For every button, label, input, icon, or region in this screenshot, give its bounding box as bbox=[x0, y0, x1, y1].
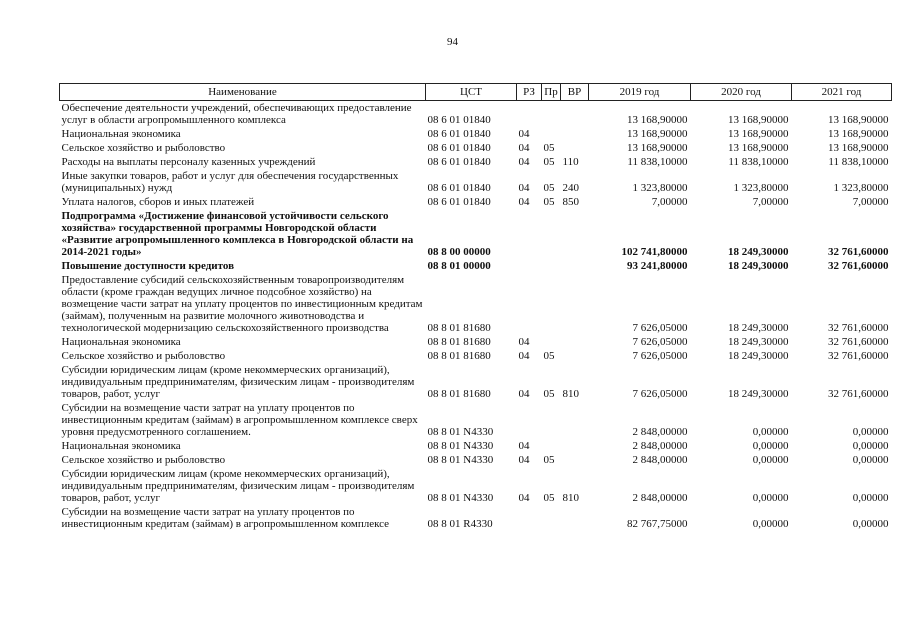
cell-vr bbox=[561, 335, 589, 349]
table-row bbox=[60, 349, 892, 363]
cell-name: Субсидии на возмещение части затрат на уплату процентов по инвестиционным кредитам (займам) в агропромышленном комплексе сверх уровня предусмотренного соглашением. bbox=[61, 402, 418, 438]
cell-2021: 0,00000 bbox=[852, 518, 889, 530]
cell-cst: 08 8 01 N4330 bbox=[427, 426, 494, 438]
cell-cst: 08 6 01 01840 bbox=[427, 114, 491, 126]
cell-2021: 11 838,10000 bbox=[828, 156, 889, 168]
table-row bbox=[60, 141, 892, 155]
cell-cst: 08 8 01 81680 bbox=[427, 388, 491, 400]
cell-cst: 08 8 01 81680 bbox=[427, 336, 491, 348]
header-cst: ЦСТ bbox=[426, 84, 517, 101]
cell-2020: 13 168,90000 bbox=[728, 128, 789, 140]
cell-pr bbox=[542, 127, 561, 141]
cell-pr: 05 bbox=[543, 454, 555, 466]
cell-pr: 05 bbox=[543, 492, 555, 504]
cell-2021: 0,00000 bbox=[852, 440, 889, 452]
cell-rz bbox=[517, 273, 542, 335]
cell-vr bbox=[561, 273, 589, 335]
cell-pr: 05 bbox=[543, 350, 555, 362]
cell-2020: 18 249,30000 bbox=[728, 260, 789, 272]
table-row bbox=[60, 169, 892, 195]
cell-pr: 05 bbox=[543, 388, 555, 400]
cell-2019: 7 626,05000 bbox=[632, 350, 688, 362]
cell-2019: 13 168,90000 bbox=[627, 114, 688, 126]
cell-rz bbox=[517, 209, 542, 259]
cell-2020: 0,00000 bbox=[752, 518, 789, 530]
table-row bbox=[60, 155, 892, 169]
table-row bbox=[60, 101, 892, 128]
cell-name: Субсидии юридическим лицам (кроме некоммерческих организаций), индивидуальным предпринимателям, физическим лицам - производителям товаров, работ, услуг bbox=[61, 364, 415, 400]
cell-2019: 2 848,00000 bbox=[632, 492, 688, 504]
cell-cst: 08 8 00 00000 bbox=[427, 246, 491, 258]
cell-vr: 240 bbox=[562, 182, 579, 194]
cell-2021: 13 168,90000 bbox=[828, 128, 889, 140]
table-row bbox=[60, 363, 892, 401]
cell-2021: 32 761,60000 bbox=[828, 260, 889, 272]
cell-rz: 04 bbox=[518, 350, 530, 362]
cell-cst: 08 8 01 N4330 bbox=[427, 440, 494, 452]
cell-cst: 08 6 01 01840 bbox=[427, 156, 491, 168]
table-header-row bbox=[60, 84, 892, 101]
cell-2019: 7 626,05000 bbox=[632, 336, 688, 348]
cell-cst: 08 6 01 01840 bbox=[427, 128, 491, 140]
budget-table bbox=[59, 83, 892, 531]
cell-name: Национальная экономика bbox=[61, 128, 181, 140]
cell-vr: 850 bbox=[562, 196, 579, 208]
cell-name: Субсидии на возмещение части затрат на уплату процентов по инвестиционным кредитам (займам) в агропромышленном комплексе bbox=[61, 506, 390, 530]
cell-2020: 0,00000 bbox=[752, 426, 789, 438]
cell-2019: 7 626,05000 bbox=[632, 388, 688, 400]
cell-2020: 18 249,30000 bbox=[728, 388, 789, 400]
cell-2019: 11 838,10000 bbox=[627, 156, 688, 168]
cell-2021: 0,00000 bbox=[852, 492, 889, 504]
cell-pr: 05 bbox=[543, 142, 555, 154]
cell-rz bbox=[517, 401, 542, 439]
cell-pr bbox=[542, 401, 561, 439]
cell-2019: 2 848,00000 bbox=[632, 440, 688, 452]
cell-2021: 0,00000 bbox=[852, 454, 889, 466]
table-row bbox=[60, 335, 892, 349]
cell-pr bbox=[542, 209, 561, 259]
cell-vr: 110 bbox=[562, 156, 579, 168]
cell-name: Иные закупки товаров, работ и услуг для обеспечения государственных (муниципальных) нужд bbox=[61, 170, 399, 194]
table-row bbox=[60, 505, 892, 531]
cell-cst: 08 8 01 81680 bbox=[427, 322, 491, 334]
cell-pr: 05 bbox=[543, 182, 555, 194]
table-row bbox=[60, 209, 892, 259]
cell-rz: 04 bbox=[518, 156, 530, 168]
cell-2019: 1 323,80000 bbox=[632, 182, 688, 194]
header-vr: ВР bbox=[561, 84, 589, 101]
cell-pr bbox=[542, 101, 561, 128]
cell-cst: 08 6 01 01840 bbox=[427, 196, 491, 208]
cell-vr bbox=[561, 401, 589, 439]
cell-cst: 08 8 01 R4330 bbox=[427, 518, 493, 530]
cell-pr: 05 bbox=[543, 196, 555, 208]
cell-2020: 18 249,30000 bbox=[728, 336, 789, 348]
table-row bbox=[60, 127, 892, 141]
cell-name: Национальная экономика bbox=[61, 336, 181, 348]
cell-2020: 13 168,90000 bbox=[728, 142, 789, 154]
cell-pr bbox=[542, 439, 561, 453]
cell-pr: 05 bbox=[543, 156, 555, 168]
cell-name: Уплата налогов, сборов и иных платежей bbox=[61, 196, 255, 208]
cell-cst: 08 8 01 00000 bbox=[427, 260, 491, 272]
cell-2021: 13 168,90000 bbox=[828, 114, 889, 126]
cell-cst: 08 6 01 01840 bbox=[427, 182, 491, 194]
cell-2020: 0,00000 bbox=[752, 454, 789, 466]
cell-2021: 0,00000 bbox=[852, 426, 889, 438]
cell-2019: 2 848,00000 bbox=[632, 454, 688, 466]
cell-cst: 08 8 01 N4330 bbox=[427, 454, 494, 466]
table-row bbox=[60, 273, 892, 335]
cell-rz: 04 bbox=[518, 142, 530, 154]
cell-name: Обеспечение деятельности учреждений, обеспечивающих предоставление услуг в области агропромышленного комплекса bbox=[61, 102, 412, 126]
cell-rz: 04 bbox=[518, 388, 530, 400]
cell-rz: 04 bbox=[518, 336, 530, 348]
cell-vr: 810 bbox=[562, 388, 579, 400]
table-row bbox=[60, 467, 892, 505]
header-year-2019: 2019 год bbox=[589, 84, 691, 101]
cell-2020: 18 249,30000 bbox=[728, 246, 789, 258]
cell-name: Повышение доступности кредитов bbox=[61, 260, 235, 272]
cell-pr bbox=[542, 259, 561, 273]
cell-rz bbox=[517, 101, 542, 128]
cell-vr bbox=[561, 505, 589, 531]
cell-name: Сельское хозяйство и рыболовство bbox=[61, 142, 226, 154]
cell-pr bbox=[542, 273, 561, 335]
cell-rz: 04 bbox=[518, 492, 530, 504]
header-pr: Пр bbox=[542, 84, 561, 101]
cell-2020: 7,00000 bbox=[752, 196, 789, 208]
header-name: Наименование bbox=[60, 84, 426, 101]
table-row bbox=[60, 453, 892, 467]
cell-name: Субсидии юридическим лицам (кроме некоммерческих организаций), индивидуальным предпринимателям, физическим лицам - производителям товаров, работ, услуг bbox=[61, 468, 415, 504]
header-year-2020: 2020 год bbox=[691, 84, 792, 101]
cell-2021: 32 761,60000 bbox=[828, 350, 889, 362]
cell-2020: 13 168,90000 bbox=[728, 114, 789, 126]
cell-rz: 04 bbox=[518, 128, 530, 140]
cell-name: Сельское хозяйство и рыболовство bbox=[61, 454, 226, 466]
cell-vr bbox=[561, 209, 589, 259]
table-body bbox=[60, 101, 892, 532]
cell-rz: 04 bbox=[518, 440, 530, 452]
cell-cst: 08 8 01 81680 bbox=[427, 350, 491, 362]
cell-2019: 7,00000 bbox=[651, 196, 688, 208]
cell-2021: 7,00000 bbox=[852, 196, 889, 208]
cell-name: Сельское хозяйство и рыболовство bbox=[61, 350, 226, 362]
cell-2019: 102 741,80000 bbox=[621, 246, 688, 258]
header-rz: РЗ bbox=[517, 84, 542, 101]
cell-2020: 18 249,30000 bbox=[728, 350, 789, 362]
cell-2019: 93 241,80000 bbox=[627, 260, 688, 272]
cell-2020: 0,00000 bbox=[752, 440, 789, 452]
cell-2019: 13 168,90000 bbox=[627, 142, 688, 154]
header-year-2021: 2021 год bbox=[792, 84, 892, 101]
cell-pr bbox=[542, 335, 561, 349]
cell-name: Национальная экономика bbox=[61, 440, 181, 452]
cell-vr bbox=[561, 259, 589, 273]
table-row bbox=[60, 439, 892, 453]
cell-vr bbox=[561, 141, 589, 155]
cell-2020: 11 838,10000 bbox=[728, 156, 789, 168]
cell-rz: 04 bbox=[518, 182, 530, 194]
cell-2021: 32 761,60000 bbox=[828, 322, 889, 334]
cell-2020: 0,00000 bbox=[752, 492, 789, 504]
cell-2021: 32 761,60000 bbox=[828, 246, 889, 258]
cell-name: Предоставление субсидий сельскохозяйственным товаропроизводителям области (кроме граждан ведущих личное подсобное хозяйство) на возмещение части затрат на уплату процентов по инвестиционным кредитам (займам), полученным на развитие молочного животноводства и технологической модернизацию сельскохозяйственного производства bbox=[61, 274, 423, 334]
cell-2019: 82 767,75000 bbox=[627, 518, 688, 530]
cell-2020: 18 249,30000 bbox=[728, 322, 789, 334]
cell-vr bbox=[561, 439, 589, 453]
cell-2021: 13 168,90000 bbox=[828, 142, 889, 154]
cell-cst: 08 8 01 N4330 bbox=[427, 492, 494, 504]
table-row bbox=[60, 401, 892, 439]
cell-2021: 32 761,60000 bbox=[828, 336, 889, 348]
table-row bbox=[60, 259, 892, 273]
page-number: 94 bbox=[447, 36, 458, 48]
cell-pr bbox=[542, 505, 561, 531]
cell-rz: 04 bbox=[518, 196, 530, 208]
table-row bbox=[60, 195, 892, 209]
cell-2019: 13 168,90000 bbox=[627, 128, 688, 140]
cell-rz: 04 bbox=[518, 454, 530, 466]
cell-2019: 7 626,05000 bbox=[632, 322, 688, 334]
cell-cst: 08 6 01 01840 bbox=[427, 142, 491, 154]
cell-2019: 2 848,00000 bbox=[632, 426, 688, 438]
cell-name: Расходы на выплаты персоналу казенных учреждений bbox=[61, 156, 316, 168]
cell-vr bbox=[561, 453, 589, 467]
cell-2021: 32 761,60000 bbox=[828, 388, 889, 400]
cell-vr bbox=[561, 127, 589, 141]
cell-vr: 810 bbox=[562, 492, 579, 504]
cell-vr bbox=[561, 349, 589, 363]
cell-2021: 1 323,80000 bbox=[833, 182, 889, 194]
cell-vr bbox=[561, 101, 589, 128]
cell-2020: 1 323,80000 bbox=[733, 182, 789, 194]
cell-rz bbox=[517, 505, 542, 531]
cell-name: Подпрограмма «Достижение финансовой устойчивости сельского хозяйства» государственной программы Новгородской области «Развитие агропромышленного комплекса в Новгородской области на 2014-2021 годы» bbox=[61, 210, 414, 258]
cell-rz bbox=[517, 259, 542, 273]
